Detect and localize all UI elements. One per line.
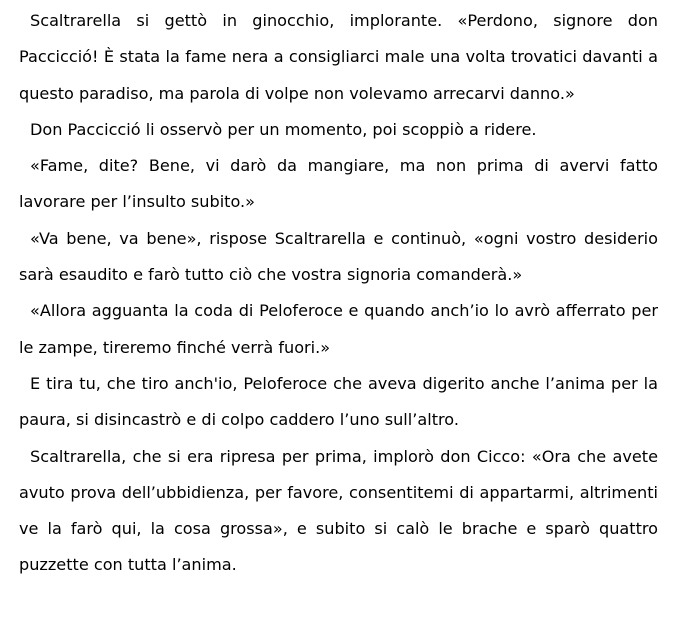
paragraph-5: «Allora agguanta la coda di Peloferoce e quando anch’io lo avrò afferrato per le zampe, tireremo finché verrà fuori.» [19, 301, 658, 357]
paragraph-6: E tira tu, che tiro anch'io, Peloferoce che aveva digerito anche l’anima per la paura, si disincastrò e di colpo caddero l’uno sull’altro. [19, 373, 658, 430]
paragraph-7: Scaltrarella, che si era ripresa per prima, implorò don Cicco: «Ora che avete avuto prova dell’ubbidienza, per favore, consentitemi di appartarmi, altrimenti ve la farò qui, la cosa grossa», e subito si calò le brache e sparò quattro puzzette con tutta l’anima. [19, 446, 658, 575]
paragraph-1: Scaltrarella si gettò in ginocchio, implorante. «Perdono, signore don Paccicció! È stata la fame nera a consigliarci male una volta trovatici davanti a questo paradiso, ma parola di volpe non volevamo arrecarvi danno.» [19, 11, 658, 103]
paragraph-4: «Va bene, va bene», rispose Scaltrarella e continuò, «ogni vostro desiderio sarà esaudito e farò tutto ciò che vostra signoria comanderà.» [19, 228, 658, 285]
paragraph-3: «Fame, dite? Bene, vi darò da mangiare, ma non prima di avervi fatto lavorare per l’insulto subito.» [19, 156, 658, 212]
paragraph-2: Don Paccicció li osservò per un momento, poi scoppiò a ridere. [30, 119, 537, 139]
